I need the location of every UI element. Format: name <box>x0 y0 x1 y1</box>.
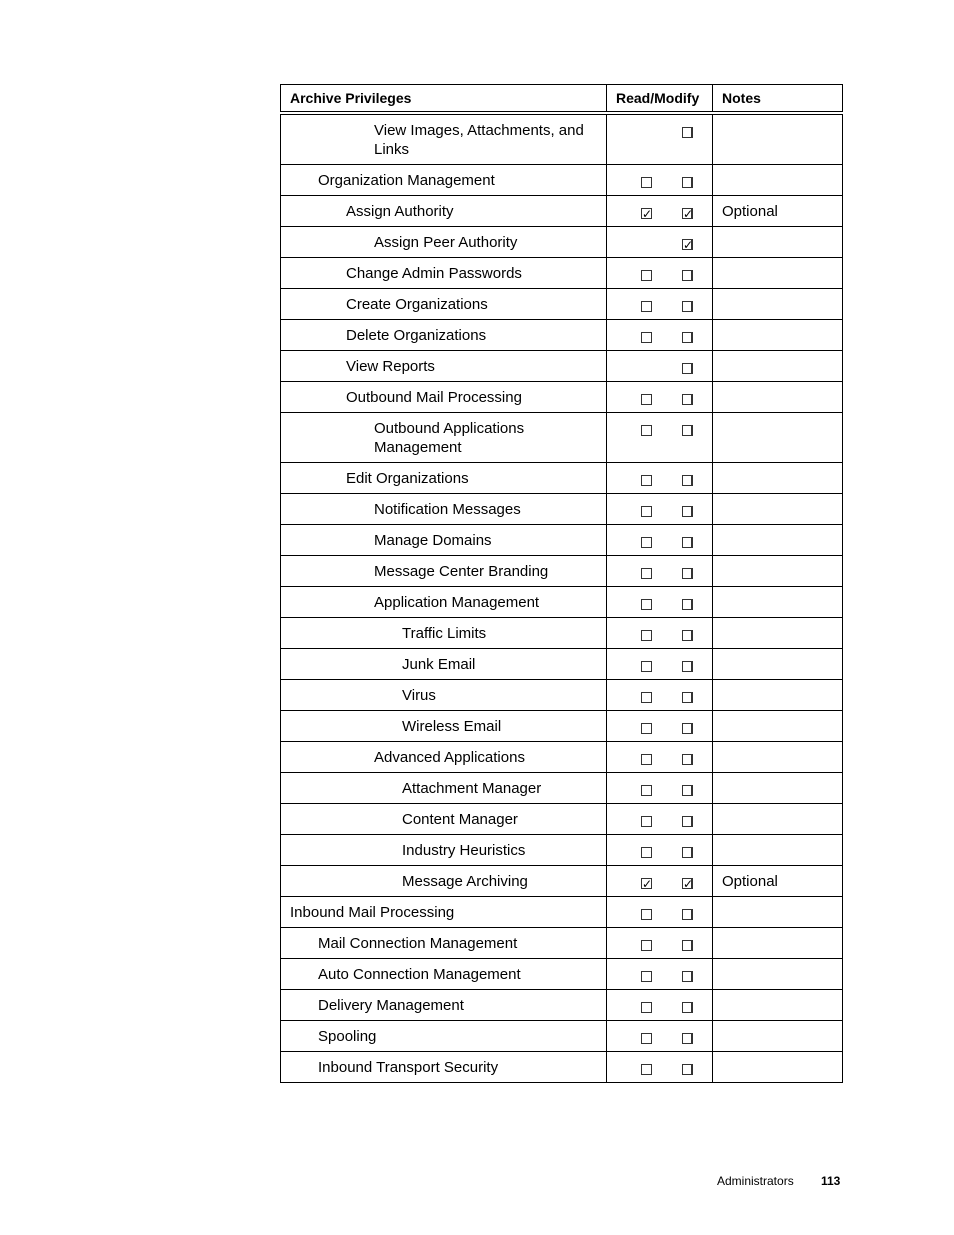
read-modify-cell <box>607 463 713 494</box>
privilege-label: Notification Messages <box>281 494 607 525</box>
modify-checkbox[interactable] <box>682 177 693 188</box>
modify-checkbox[interactable] <box>682 599 693 610</box>
notes-cell: Optional <box>713 196 843 227</box>
notes-cell <box>713 928 843 959</box>
table-row <box>281 742 843 773</box>
privilege-label: Inbound Mail Processing <box>281 897 607 928</box>
notes-cell <box>713 804 843 835</box>
table-row <box>281 680 843 711</box>
read-checkbox[interactable] <box>641 208 652 219</box>
privilege-label: Change Admin Passwords <box>281 258 607 289</box>
modify-checkbox[interactable] <box>682 878 693 889</box>
header-read-modify: Read/Modify <box>607 85 713 114</box>
privilege-label: Junk Email <box>281 649 607 680</box>
read-checkbox[interactable] <box>641 599 652 610</box>
notes-cell <box>713 289 843 320</box>
privilege-label: Message Center Branding <box>281 556 607 587</box>
read-checkbox[interactable] <box>641 940 652 951</box>
table-body <box>281 113 843 1083</box>
read-modify-cell <box>607 1052 713 1083</box>
table-row <box>281 773 843 804</box>
privilege-label: Spooling <box>281 1021 607 1052</box>
privilege-label: Outbound Applications Management <box>281 413 607 463</box>
read-modify-cell <box>607 525 713 556</box>
read-checkbox[interactable] <box>641 425 652 436</box>
modify-checkbox[interactable] <box>682 785 693 796</box>
read-checkbox[interactable] <box>641 177 652 188</box>
table-row <box>281 382 843 413</box>
read-checkbox[interactable] <box>641 785 652 796</box>
notes-cell <box>713 351 843 382</box>
modify-checkbox[interactable] <box>682 723 693 734</box>
notes-cell <box>713 618 843 649</box>
modify-checkbox[interactable] <box>682 332 693 343</box>
table-row <box>281 351 843 382</box>
read-checkbox[interactable] <box>641 394 652 405</box>
notes-cell <box>713 587 843 618</box>
read-modify-cell <box>607 494 713 525</box>
read-modify-cell <box>607 587 713 618</box>
privilege-label: Inbound Transport Security <box>281 1052 607 1083</box>
read-modify-cell <box>607 928 713 959</box>
table-row <box>281 413 843 463</box>
notes-cell <box>713 773 843 804</box>
modify-checkbox[interactable] <box>682 270 693 281</box>
read-modify-cell <box>607 196 713 227</box>
modify-checkbox[interactable] <box>682 847 693 858</box>
notes-cell <box>713 320 843 351</box>
modify-checkbox[interactable] <box>682 692 693 703</box>
modify-checkbox[interactable] <box>682 971 693 982</box>
privilege-label: Outbound Mail Processing <box>281 382 607 413</box>
modify-checkbox[interactable] <box>682 363 693 374</box>
modify-checkbox[interactable] <box>682 1033 693 1044</box>
notes-cell: Optional <box>713 866 843 897</box>
read-modify-cell <box>607 1021 713 1052</box>
table-row <box>281 835 843 866</box>
notes-cell <box>713 990 843 1021</box>
table-row <box>281 897 843 928</box>
modify-checkbox[interactable] <box>682 475 693 486</box>
read-modify-cell <box>607 289 713 320</box>
notes-cell <box>713 258 843 289</box>
table-row <box>281 525 843 556</box>
read-modify-cell <box>607 897 713 928</box>
read-checkbox[interactable] <box>641 332 652 343</box>
read-checkbox[interactable] <box>641 971 652 982</box>
notes-cell <box>713 1052 843 1083</box>
modify-checkbox[interactable] <box>682 909 693 920</box>
notes-cell <box>713 959 843 990</box>
read-checkbox[interactable] <box>641 1064 652 1075</box>
table-row <box>281 959 843 990</box>
read-modify-cell <box>607 413 713 463</box>
notes-cell <box>713 649 843 680</box>
read-modify-cell <box>607 320 713 351</box>
table-row <box>281 556 843 587</box>
read-modify-cell <box>607 351 713 382</box>
privilege-label: Traffic Limits <box>281 618 607 649</box>
table-row <box>281 1052 843 1083</box>
modify-checkbox[interactable] <box>682 816 693 827</box>
read-modify-cell <box>607 556 713 587</box>
table-row <box>281 196 843 227</box>
notes-cell <box>713 382 843 413</box>
notes-cell <box>713 494 843 525</box>
read-checkbox[interactable] <box>641 475 652 486</box>
privilege-label: View Images, Attachments, and Links <box>281 113 607 165</box>
read-modify-cell <box>607 382 713 413</box>
table-row <box>281 711 843 742</box>
read-checkbox[interactable] <box>641 568 652 579</box>
modify-checkbox[interactable] <box>682 127 693 138</box>
read-modify-cell <box>607 711 713 742</box>
privilege-label: Delivery Management <box>281 990 607 1021</box>
read-checkbox[interactable] <box>641 723 652 734</box>
read-checkbox[interactable] <box>641 1033 652 1044</box>
notes-cell <box>713 835 843 866</box>
privilege-label: Application Management <box>281 587 607 618</box>
read-checkbox[interactable] <box>641 692 652 703</box>
table-row <box>281 618 843 649</box>
table-header-row <box>281 85 843 114</box>
modify-checkbox[interactable] <box>682 754 693 765</box>
modify-checkbox[interactable] <box>682 239 693 250</box>
read-checkbox[interactable] <box>641 301 652 312</box>
table-row <box>281 1021 843 1052</box>
modify-checkbox[interactable] <box>682 208 693 219</box>
read-modify-cell <box>607 804 713 835</box>
notes-cell <box>713 525 843 556</box>
table-row <box>281 165 843 196</box>
read-modify-cell <box>607 618 713 649</box>
modify-checkbox[interactable] <box>682 425 693 436</box>
footer-section-title: Administrators <box>717 1174 794 1188</box>
modify-checkbox[interactable] <box>682 940 693 951</box>
privilege-label: Edit Organizations <box>281 463 607 494</box>
privilege-label: Industry Heuristics <box>281 835 607 866</box>
notes-cell <box>713 413 843 463</box>
privilege-label: Advanced Applications <box>281 742 607 773</box>
privileges-table <box>280 84 843 1083</box>
table-row <box>281 928 843 959</box>
read-modify-cell <box>607 680 713 711</box>
read-checkbox[interactable] <box>641 754 652 765</box>
table-row <box>281 113 843 165</box>
privilege-label: Manage Domains <box>281 525 607 556</box>
table-row <box>281 227 843 258</box>
read-modify-cell <box>607 227 713 258</box>
notes-cell <box>713 680 843 711</box>
read-checkbox[interactable] <box>641 909 652 920</box>
privilege-label: Content Manager <box>281 804 607 835</box>
read-modify-cell <box>607 866 713 897</box>
footer-page-number: 113 <box>821 1174 841 1188</box>
modify-checkbox[interactable] <box>682 1002 693 1013</box>
read-modify-cell <box>607 773 713 804</box>
read-checkbox[interactable] <box>641 270 652 281</box>
privilege-label: Mail Connection Management <box>281 928 607 959</box>
read-checkbox[interactable] <box>641 847 652 858</box>
modify-checkbox[interactable] <box>682 506 693 517</box>
read-checkbox[interactable] <box>641 537 652 548</box>
table-row <box>281 494 843 525</box>
modify-checkbox[interactable] <box>682 537 693 548</box>
header-notes: Notes <box>713 85 843 114</box>
table-row <box>281 289 843 320</box>
read-checkbox[interactable] <box>641 506 652 517</box>
privilege-label: Create Organizations <box>281 289 607 320</box>
read-modify-cell <box>607 959 713 990</box>
privilege-label: Wireless Email <box>281 711 607 742</box>
read-checkbox[interactable] <box>641 878 652 889</box>
table-row <box>281 463 843 494</box>
read-checkbox[interactable] <box>641 630 652 641</box>
read-modify-cell <box>607 742 713 773</box>
privilege-label: Attachment Manager <box>281 773 607 804</box>
modify-checkbox[interactable] <box>682 1064 693 1075</box>
notes-cell <box>713 556 843 587</box>
privilege-label: View Reports <box>281 351 607 382</box>
table-row <box>281 587 843 618</box>
notes-cell <box>713 897 843 928</box>
read-modify-cell <box>607 113 713 165</box>
privilege-label: Auto Connection Management <box>281 959 607 990</box>
table-row <box>281 804 843 835</box>
modify-checkbox[interactable] <box>682 568 693 579</box>
header-archive-privileges: Archive Privileges <box>281 85 607 114</box>
table-row <box>281 990 843 1021</box>
notes-cell <box>713 711 843 742</box>
privilege-label: Delete Organizations <box>281 320 607 351</box>
table-row <box>281 866 843 897</box>
modify-checkbox[interactable] <box>682 301 693 312</box>
privilege-label: Virus <box>281 680 607 711</box>
read-checkbox[interactable] <box>641 1002 652 1013</box>
notes-cell <box>713 165 843 196</box>
modify-checkbox[interactable] <box>682 661 693 672</box>
read-checkbox[interactable] <box>641 661 652 672</box>
privilege-label: Assign Authority <box>281 196 607 227</box>
notes-cell <box>713 227 843 258</box>
table-row <box>281 649 843 680</box>
notes-cell <box>713 463 843 494</box>
table-row <box>281 320 843 351</box>
notes-cell <box>713 1021 843 1052</box>
notes-cell <box>713 742 843 773</box>
privilege-label: Assign Peer Authority <box>281 227 607 258</box>
modify-checkbox[interactable] <box>682 630 693 641</box>
read-modify-cell <box>607 835 713 866</box>
privilege-label: Message Archiving <box>281 866 607 897</box>
table-row <box>281 258 843 289</box>
modify-checkbox[interactable] <box>682 394 693 405</box>
read-modify-cell <box>607 258 713 289</box>
read-modify-cell <box>607 649 713 680</box>
notes-cell <box>713 113 843 165</box>
read-modify-cell <box>607 165 713 196</box>
privilege-label: Organization Management <box>281 165 607 196</box>
read-checkbox[interactable] <box>641 816 652 827</box>
read-modify-cell <box>607 990 713 1021</box>
